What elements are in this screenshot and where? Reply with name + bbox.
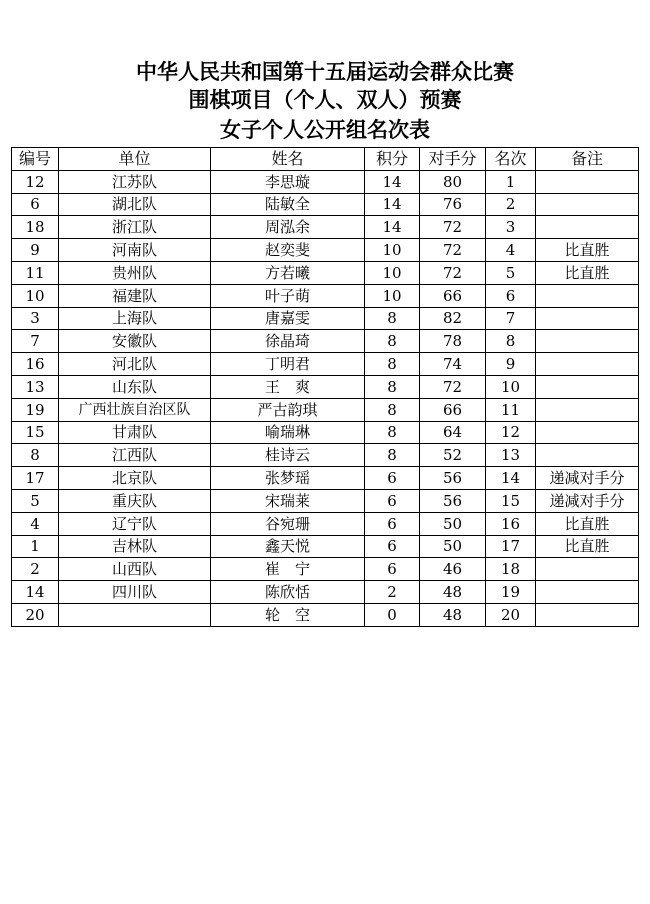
cell-note xyxy=(536,581,639,604)
table-row xyxy=(12,170,639,193)
header-rank: 名次 xyxy=(486,148,536,171)
cell-score: 14 xyxy=(365,170,420,193)
cell-name: 严古韵琪 xyxy=(211,398,365,421)
table-row xyxy=(12,603,639,626)
cell-rank: 16 xyxy=(486,512,536,535)
cell-name: 方若曦 xyxy=(211,261,365,284)
cell-note: 比直胜 xyxy=(536,535,639,558)
cell-number: 3 xyxy=(12,307,59,330)
table-row xyxy=(12,193,639,216)
cell-unit: 辽宁队 xyxy=(59,512,211,535)
cell-number: 13 xyxy=(12,375,59,398)
table-body xyxy=(12,170,639,626)
cell-name: 叶子萌 xyxy=(211,284,365,307)
cell-rank: 19 xyxy=(486,581,536,604)
cell-opponent-score: 72 xyxy=(420,375,486,398)
cell-number: 2 xyxy=(12,558,59,581)
cell-name: 宋瑞莱 xyxy=(211,489,365,512)
table-row xyxy=(12,353,639,376)
header-name: 姓名 xyxy=(211,148,365,171)
cell-note xyxy=(536,307,639,330)
cell-note: 递减对手分 xyxy=(536,467,639,490)
cell-number: 17 xyxy=(12,467,59,490)
cell-number: 18 xyxy=(12,216,59,239)
cell-opponent-score: 50 xyxy=(420,535,486,558)
cell-name: 丁明君 xyxy=(211,353,365,376)
header-number: 编号 xyxy=(12,148,59,171)
cell-rank: 20 xyxy=(486,603,536,626)
cell-number: 16 xyxy=(12,353,59,376)
cell-score: 8 xyxy=(365,444,420,467)
cell-opponent-score: 76 xyxy=(420,193,486,216)
cell-note xyxy=(536,398,639,421)
cell-name: 崔 宁 xyxy=(211,558,365,581)
cell-rank: 4 xyxy=(486,239,536,262)
cell-unit: 江苏队 xyxy=(59,170,211,193)
cell-rank: 9 xyxy=(486,353,536,376)
cell-opponent-score: 56 xyxy=(420,467,486,490)
cell-opponent-score: 72 xyxy=(420,239,486,262)
cell-unit: 上海队 xyxy=(59,307,211,330)
cell-rank: 1 xyxy=(486,170,536,193)
cell-rank: 13 xyxy=(486,444,536,467)
cell-number: 11 xyxy=(12,261,59,284)
cell-unit: 浙江队 xyxy=(59,216,211,239)
document-title-line-2: 围棋项目（个人、双人）预赛 xyxy=(188,87,462,112)
cell-score: 6 xyxy=(365,512,420,535)
table-row xyxy=(12,307,639,330)
cell-score: 8 xyxy=(365,353,420,376)
header-opponent-score: 对手分 xyxy=(420,148,486,171)
cell-rank: 14 xyxy=(486,467,536,490)
cell-opponent-score: 52 xyxy=(420,444,486,467)
table-row xyxy=(12,261,639,284)
cell-note xyxy=(536,558,639,581)
cell-rank: 17 xyxy=(486,535,536,558)
cell-number: 10 xyxy=(12,284,59,307)
table-row xyxy=(12,535,639,558)
cell-unit: 山西队 xyxy=(59,558,211,581)
table-row xyxy=(12,467,639,490)
cell-score: 10 xyxy=(365,284,420,307)
cell-note: 比直胜 xyxy=(536,239,639,262)
cell-score: 8 xyxy=(365,307,420,330)
cell-score: 6 xyxy=(365,535,420,558)
cell-number: 8 xyxy=(12,444,59,467)
cell-number: 15 xyxy=(12,421,59,444)
table-row xyxy=(12,330,639,353)
cell-unit: 甘肃队 xyxy=(59,421,211,444)
table-header-row xyxy=(12,148,639,171)
cell-note xyxy=(536,421,639,444)
cell-score: 0 xyxy=(365,603,420,626)
header-score: 积分 xyxy=(365,148,420,171)
cell-score: 8 xyxy=(365,398,420,421)
cell-opponent-score: 80 xyxy=(420,170,486,193)
cell-unit: 广西壮族自治区队 xyxy=(59,398,211,421)
cell-rank: 10 xyxy=(486,375,536,398)
cell-score: 10 xyxy=(365,261,420,284)
cell-rank: 12 xyxy=(486,421,536,444)
cell-number: 19 xyxy=(12,398,59,421)
cell-number: 20 xyxy=(12,603,59,626)
cell-unit: 贵州队 xyxy=(59,261,211,284)
cell-opponent-score: 66 xyxy=(420,284,486,307)
cell-number: 5 xyxy=(12,489,59,512)
cell-name: 轮 空 xyxy=(211,603,365,626)
cell-opponent-score: 82 xyxy=(420,307,486,330)
cell-name: 喻瑞琳 xyxy=(211,421,365,444)
cell-note xyxy=(536,330,639,353)
cell-opponent-score: 48 xyxy=(420,603,486,626)
cell-name: 鑫天悦 xyxy=(211,535,365,558)
cell-name: 周泓余 xyxy=(211,216,365,239)
cell-unit xyxy=(59,603,211,626)
cell-score: 2 xyxy=(365,581,420,604)
cell-opponent-score: 46 xyxy=(420,558,486,581)
cell-score: 8 xyxy=(365,421,420,444)
cell-unit: 湖北队 xyxy=(59,193,211,216)
cell-name: 赵奕斐 xyxy=(211,239,365,262)
cell-rank: 11 xyxy=(486,398,536,421)
cell-opponent-score: 78 xyxy=(420,330,486,353)
cell-note: 递减对手分 xyxy=(536,489,639,512)
cell-number: 6 xyxy=(12,193,59,216)
cell-note xyxy=(536,603,639,626)
cell-rank: 2 xyxy=(486,193,536,216)
cell-unit: 河北队 xyxy=(59,353,211,376)
cell-name: 张梦瑶 xyxy=(211,467,365,490)
cell-note xyxy=(536,444,639,467)
cell-opponent-score: 66 xyxy=(420,398,486,421)
table-row xyxy=(12,284,639,307)
cell-name: 桂诗云 xyxy=(211,444,365,467)
table-row xyxy=(12,444,639,467)
cell-unit: 重庆队 xyxy=(59,489,211,512)
table-row xyxy=(12,375,639,398)
cell-note: 比直胜 xyxy=(536,512,639,535)
cell-note xyxy=(536,193,639,216)
cell-name: 唐嘉雯 xyxy=(211,307,365,330)
cell-rank: 8 xyxy=(486,330,536,353)
cell-unit: 江西队 xyxy=(59,444,211,467)
cell-score: 6 xyxy=(365,558,420,581)
cell-note xyxy=(536,353,639,376)
document-title-line-1: 中华人民共和国第十五届运动会群众比赛 xyxy=(136,59,514,84)
cell-unit: 吉林队 xyxy=(59,535,211,558)
cell-opponent-score: 56 xyxy=(420,489,486,512)
cell-rank: 5 xyxy=(486,261,536,284)
table-row xyxy=(12,512,639,535)
cell-opponent-score: 72 xyxy=(420,261,486,284)
table-row xyxy=(12,581,639,604)
ranking-table xyxy=(11,147,639,627)
table-row xyxy=(12,239,639,262)
cell-opponent-score: 74 xyxy=(420,353,486,376)
cell-number: 4 xyxy=(12,512,59,535)
cell-rank: 6 xyxy=(486,284,536,307)
cell-name: 徐晶琦 xyxy=(211,330,365,353)
cell-note xyxy=(536,216,639,239)
cell-number: 9 xyxy=(12,239,59,262)
cell-name: 谷宛珊 xyxy=(211,512,365,535)
table-title: 女子个人公开组名次表 xyxy=(220,117,430,142)
cell-opponent-score: 72 xyxy=(420,216,486,239)
cell-note xyxy=(536,375,639,398)
cell-score: 6 xyxy=(365,467,420,490)
cell-rank: 15 xyxy=(486,489,536,512)
cell-unit: 北京队 xyxy=(59,467,211,490)
cell-opponent-score: 48 xyxy=(420,581,486,604)
cell-number: 14 xyxy=(12,581,59,604)
cell-number: 7 xyxy=(12,330,59,353)
cell-note xyxy=(536,170,639,193)
cell-opponent-score: 50 xyxy=(420,512,486,535)
cell-number: 12 xyxy=(12,170,59,193)
header-note: 备注 xyxy=(536,148,639,171)
cell-rank: 3 xyxy=(486,216,536,239)
table-row xyxy=(12,216,639,239)
cell-rank: 18 xyxy=(486,558,536,581)
cell-number: 1 xyxy=(12,535,59,558)
cell-name: 陈欣恬 xyxy=(211,581,365,604)
cell-unit: 四川队 xyxy=(59,581,211,604)
header-unit: 单位 xyxy=(59,148,211,171)
cell-rank: 7 xyxy=(486,307,536,330)
cell-score: 6 xyxy=(365,489,420,512)
cell-score: 8 xyxy=(365,375,420,398)
cell-unit: 福建队 xyxy=(59,284,211,307)
cell-unit: 山东队 xyxy=(59,375,211,398)
cell-score: 14 xyxy=(365,216,420,239)
cell-unit: 河南队 xyxy=(59,239,211,262)
cell-score: 14 xyxy=(365,193,420,216)
cell-score: 8 xyxy=(365,330,420,353)
cell-opponent-score: 64 xyxy=(420,421,486,444)
cell-note xyxy=(536,284,639,307)
table-row xyxy=(12,398,639,421)
table-row xyxy=(12,421,639,444)
table-row xyxy=(12,558,639,581)
cell-score: 10 xyxy=(365,239,420,262)
cell-name: 李思璇 xyxy=(211,170,365,193)
cell-unit: 安徽队 xyxy=(59,330,211,353)
table-row xyxy=(12,489,639,512)
cell-name: 陆敏全 xyxy=(211,193,365,216)
cell-note: 比直胜 xyxy=(536,261,639,284)
cell-name: 王 爽 xyxy=(211,375,365,398)
